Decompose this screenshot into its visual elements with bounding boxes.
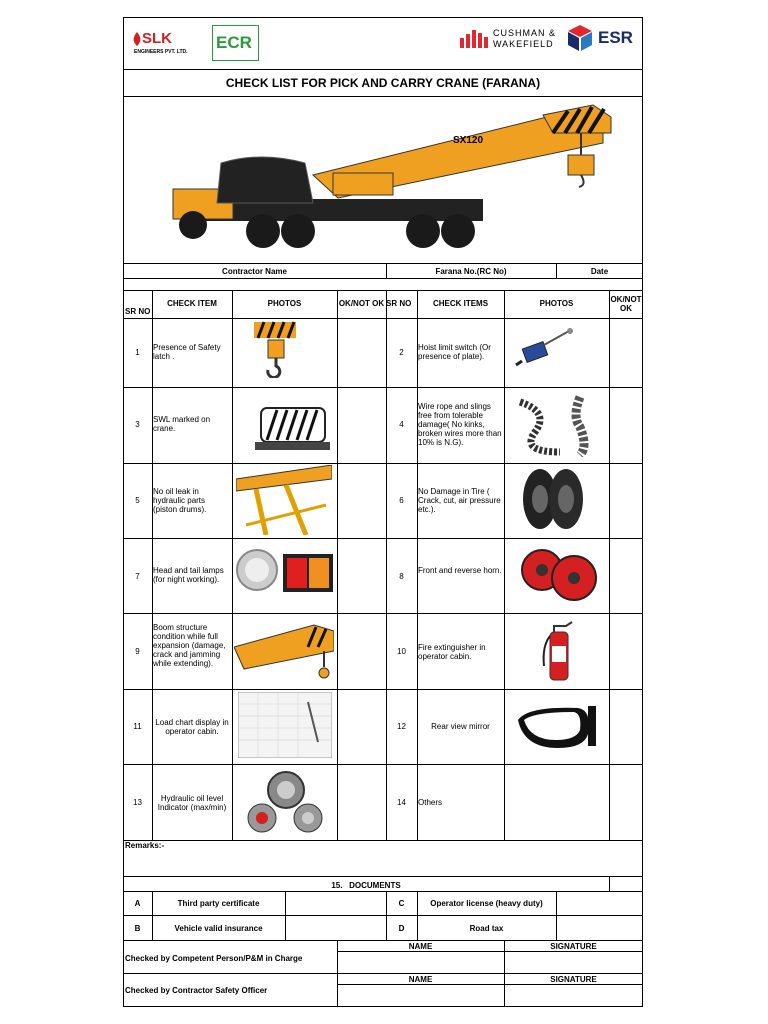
row-7-no: 7 [135,572,140,581]
row-10-no: 10 [397,647,406,656]
row-2-text: Hoist limit switch (Or presence of plate). [418,343,491,361]
signature-field-1[interactable] [505,952,642,973]
ecr-text: ECR [216,33,252,52]
contractor-name-label: Contractor Name [222,267,287,276]
limit-switch-photo [514,327,584,372]
farana-no-label: Farana No.(RC No) [435,267,507,276]
head-tail-lamps-photo [235,542,335,608]
row-6-no: 6 [399,496,404,505]
row-3-no: 3 [135,420,140,429]
row-12-text: Rear view mirror [431,722,490,731]
row-6-text: No Damage in Tire ( Crack, cut, air pressure etc.). [418,487,501,514]
rear-view-mirror-photo [512,700,602,754]
name-header-2: NAME [408,975,433,984]
row-1-no: 1 [135,348,140,357]
row-9-text: Boom structure condition while full expansion (damage, crack and jamming while extending). [153,623,226,668]
row-9-no: 9 [135,647,140,656]
page-title: CHECK LIST FOR PICK AND CARRY CRANE (FARANA) [225,76,541,90]
row-5-text: No oil leak in hydraulic parts (piston drums). [153,487,207,514]
doc-a-letter: A [134,899,141,908]
row-8-no: 8 [399,572,404,581]
row-13-text: Hydraulic oil level Indicator (max/min) [157,794,227,812]
row-11-no: 11 [133,722,142,731]
row-3-text: SWL marked on crane. [153,415,211,433]
competent-person-label: Checked by Competent Person/P&M in Charge [125,954,303,963]
oil-level-indicator-photo [244,770,328,836]
row-1-text: Presence of Safety latch . [153,343,221,361]
load-chart-photo [238,692,332,758]
safety-officer-label: Checked by Contractor Safety Officer [125,986,268,995]
row-2-no: 2 [399,348,404,357]
cw-line1: CUSHMAN & [493,28,557,38]
row-10-text: Fire extinguisher in operator cabin. [418,643,486,661]
horn-photo [512,542,604,608]
name-field-2[interactable] [338,985,504,1006]
col-sr-no-2: SR NO [386,299,412,308]
row-4-text: Wire rope and slings free from tolerable damage( No kinks, broken wires more than 10% is N.G). [418,402,502,447]
documents-header: 15. DOCUMENTS [331,881,401,890]
remarks-label: Remarks:- [125,841,165,850]
fire-extinguisher-photo [540,618,576,684]
col-photos: PHOTOS [267,299,302,308]
esr-text: ESR [598,28,633,47]
name-field-1[interactable] [338,952,504,973]
doc-a-text: Third party certificate [177,899,260,908]
row-5-no: 5 [135,496,140,505]
swl-crane-photo [255,398,330,453]
date-label: Date [590,267,609,276]
row-11-text: Load chart display in operator cabin. [155,718,229,736]
doc-c-letter: C [398,899,405,908]
doc-d-letter: D [398,924,405,933]
col-photos-2: PHOTOS [539,299,574,308]
signature-field-2[interactable] [505,985,642,1006]
safety-latch-photo [250,320,300,378]
col-check-items: CHECK ITEMS [432,299,489,308]
tire-photo [518,466,588,532]
crane-model-label: SX120 [453,135,484,146]
row-13-no: 13 [133,798,142,807]
col-ok-not-ok-2 [609,295,643,313]
doc-b-letter: B [134,924,141,933]
doc-c-text: Operator license (heavy duty) [430,899,543,908]
row-14-no: 14 [397,798,406,807]
col-sr-no: SR NO [125,307,151,316]
doc-b-text: Vehicle valid insurance [174,924,263,933]
row-4-no: 4 [399,420,404,429]
row-12-no: 12 [397,722,406,731]
col-ok2-line1: OK/NOT [610,295,642,304]
hydraulic-boom-photo [236,465,332,535]
name-header-1: NAME [408,942,433,951]
row-14-text: Others [418,798,443,807]
doc-d-text: Road tax [469,924,504,933]
signature-header-1: SIGNATURE [550,942,597,951]
col-check-item: CHECK ITEM [167,299,217,308]
signature-header-2: SIGNATURE [550,975,597,984]
row-8-text: Front and reverse horn. [418,566,502,575]
crane-illustration [163,103,615,255]
wire-rope-photo [510,392,605,457]
slk-name: SLK [142,30,172,47]
slk-subtitle: ENGINEERS PVT. LTD. [134,49,188,55]
cw-line2: WAKEFIELD [493,39,554,49]
col-ok2-line2: OK [620,304,632,313]
col-ok-not-ok: OK/NOT OK [338,299,385,308]
row-7-text: Head and tail lamps (for night working). [153,566,224,584]
boom-structure-photo [234,617,334,685]
